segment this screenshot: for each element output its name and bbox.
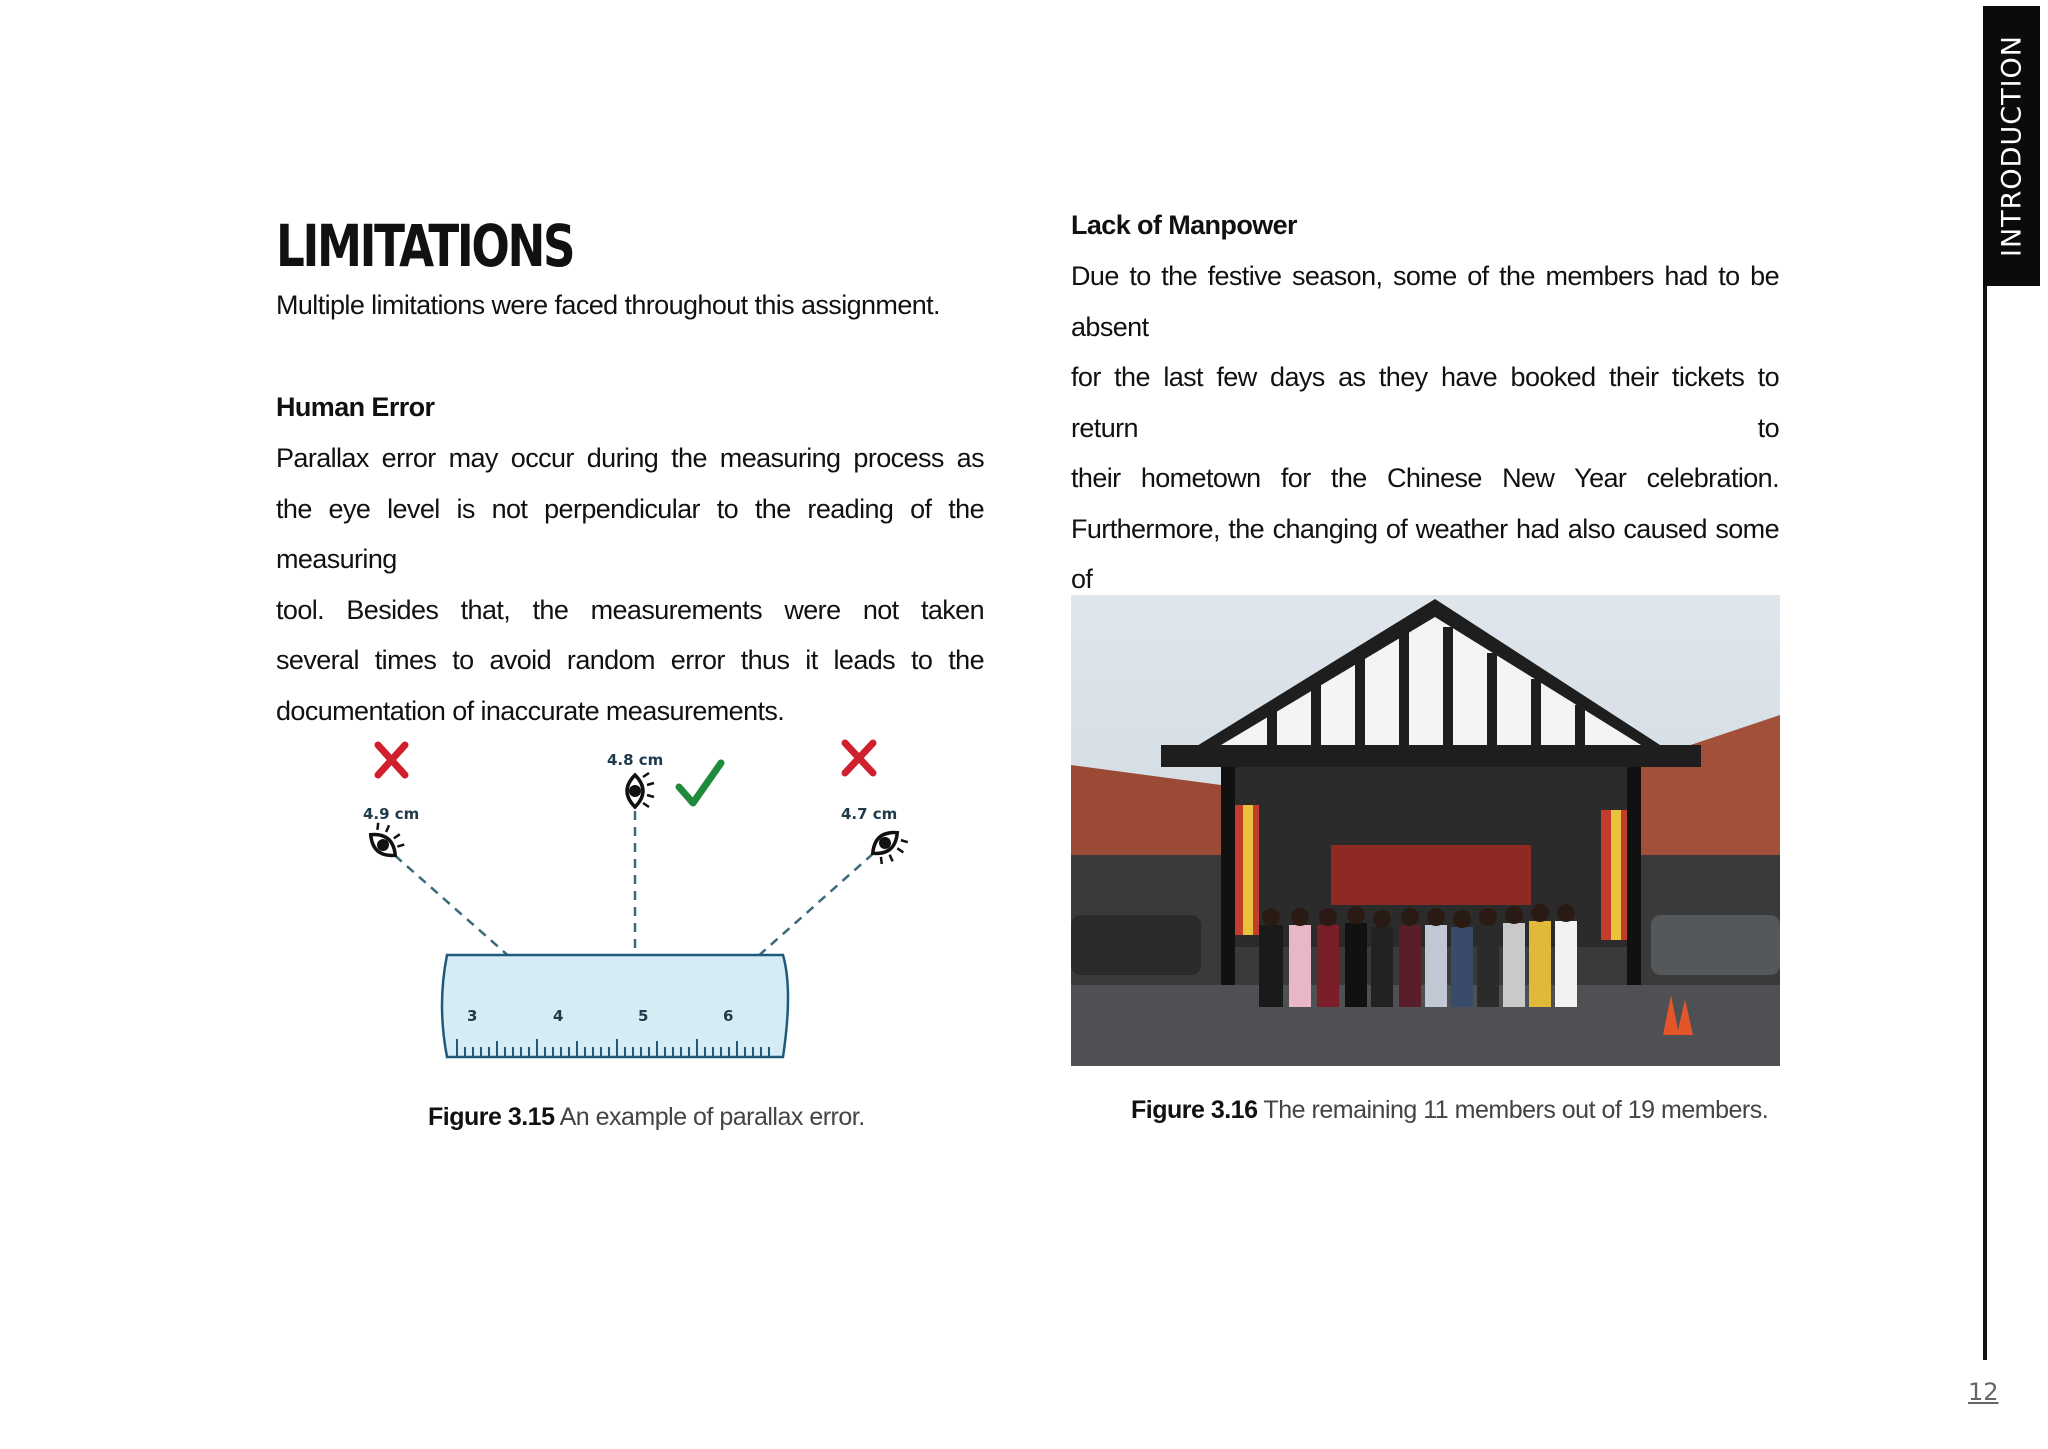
ruler-tick-label: 4	[553, 1007, 564, 1025]
group-photo-illustration	[1071, 595, 1780, 1066]
human-error-paragraph	[276, 433, 984, 736]
section-title: LIMITATIONS	[276, 212, 574, 280]
side-divider	[1983, 286, 1987, 1360]
figure-number: Figure 3.16	[1131, 1096, 1258, 1124]
para-line: Parallax error may occur during the measuring process as	[276, 443, 984, 473]
reading-left: 4.9 cm	[363, 805, 420, 823]
section-side-tab	[1983, 6, 2040, 286]
page-number: 12	[1968, 1378, 1999, 1406]
group-photo	[1071, 595, 1780, 1066]
para-line: several times to avoid random error thus it leads to the	[276, 645, 984, 675]
para-line: documentation of inaccurate measurements.	[276, 695, 785, 726]
para-line: Due to the festive season, some of the members had to be absent	[1071, 261, 1779, 342]
ruler-tick-label: 5	[638, 1007, 649, 1025]
cross-icon	[378, 745, 405, 775]
reading-right: 4.7 cm	[841, 805, 898, 823]
eye-icon	[627, 773, 654, 807]
figure-316-caption	[1131, 1096, 1768, 1125]
para-line: their hometown for the Chinese New Year celebration.	[1071, 463, 1779, 493]
cross-icon	[845, 743, 873, 773]
para-line: for the last few days as they have booked their tickets to return to	[1071, 362, 1779, 443]
parallax-diagram	[355, 725, 915, 1065]
side-tab-label: INTRODUCTION	[1996, 35, 2027, 257]
section-intro: Multiple limitations were faced throughout this assignment.	[276, 290, 940, 320]
ruler-tick-label: 6	[723, 1007, 734, 1025]
eye-icon	[364, 819, 407, 862]
para-line: Furthermore, the changing of weather had also caused some of	[1071, 513, 1779, 594]
para-line: the eye level is not perpendicular to the reading of the measuring	[276, 493, 984, 574]
figure-315-caption	[428, 1103, 865, 1132]
para-line: tool. Besides that, the measurements were not taken	[276, 594, 984, 625]
figure-caption-text: An example of parallax error.	[559, 1103, 865, 1131]
ruler-tick-label: 3	[467, 1007, 478, 1025]
reading-center: 4.8 cm	[607, 751, 664, 769]
eye-icon	[868, 825, 911, 868]
check-icon	[679, 763, 721, 803]
figure-number: Figure 3.15	[428, 1103, 555, 1131]
figure-caption-text: The remaining 11 members out of 19 members.	[1263, 1096, 1769, 1124]
human-error-heading: Human Error	[276, 392, 435, 422]
manpower-heading: Lack of Manpower	[1071, 210, 1297, 240]
